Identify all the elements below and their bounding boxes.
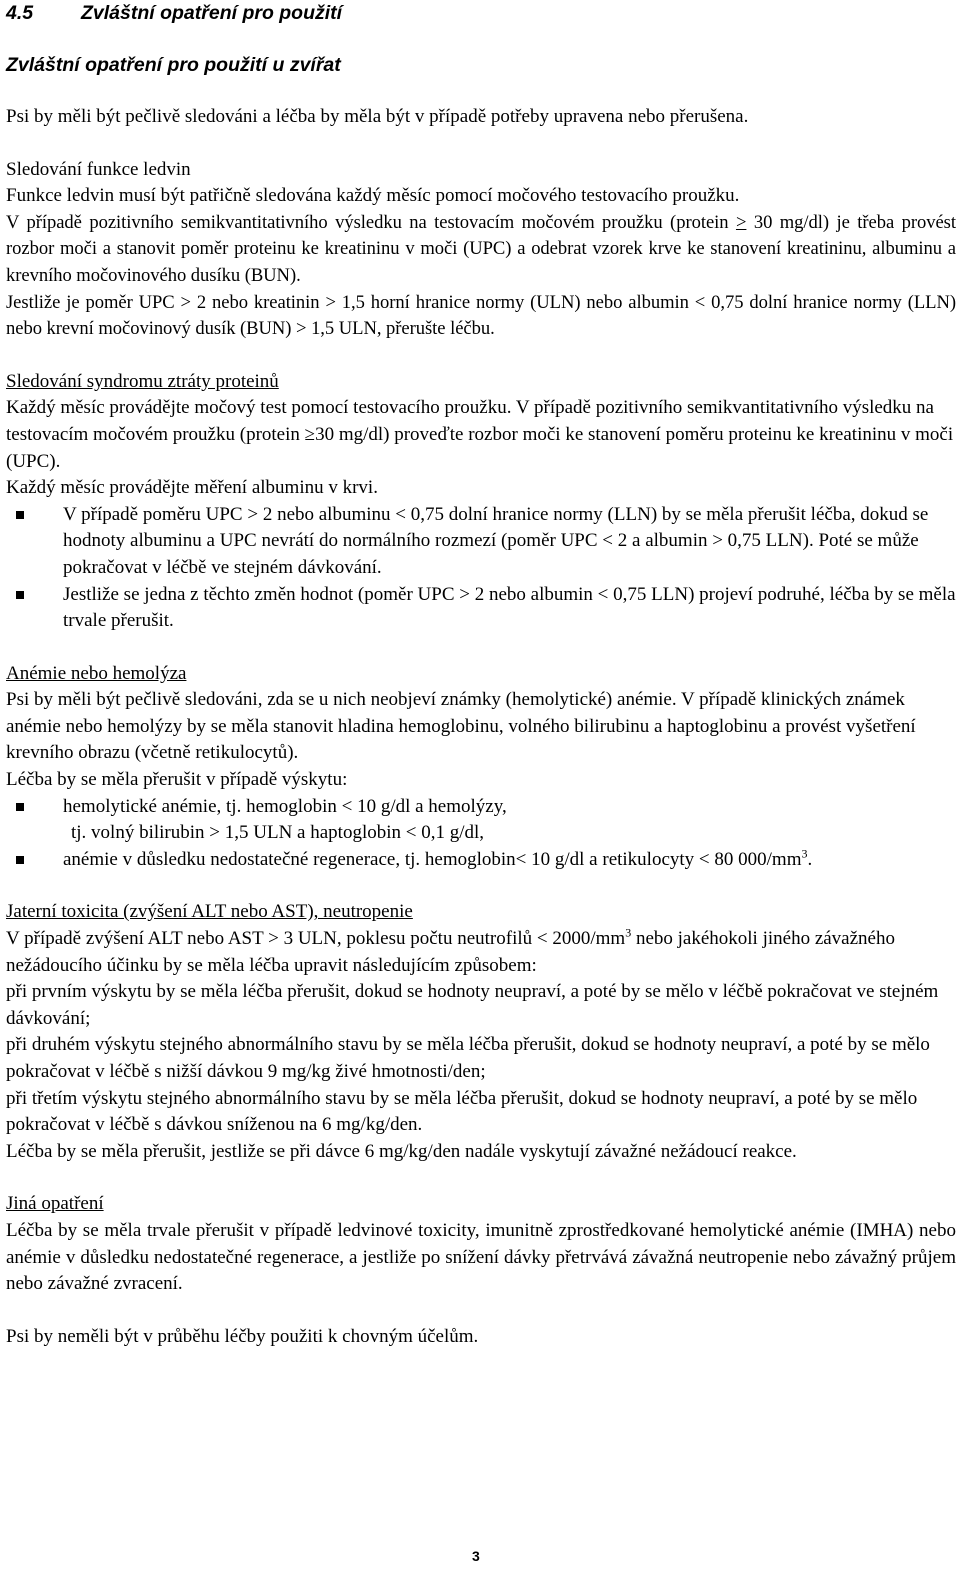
kidney-line-3: 30 mg/dl) je třeba provést rozbor moči a stanovit poměr proteinu ke kreatininu v moči (UPC) a odebrat vzorek krve ke stanovení kreatininu, albuminu a krevního močovinového dusíku (BUN). xyxy=(6,211,956,286)
anemia-text: Psi by měli být pečlivě sledováni, zda se u nich neobjeví známky (hemolytické) anémie. V případě klinických známek anémie nebo hemolýzy by se měla stanovit hladina hemoglobinu, volného bilirubinu a haptoglobinu a provést vyšetření krevního obrazu (včetně retikulocytů). xyxy=(6,689,916,764)
section-subtitle: Zvláštní opatření pro použití u zvířat xyxy=(6,54,341,76)
page-number: 3 xyxy=(472,1548,480,1564)
square-bullet-icon xyxy=(16,511,24,519)
kidney-paragraph xyxy=(6,210,956,290)
liver-text-4: při třetím výskytu stejného abnormálního stavu by se měla léčba přerušit, dokud se hodnoty neupraví, a poté by se mělo pokračovat v léčbě s dávkou sníženou na 6 mg/kg/den. xyxy=(6,1087,918,1136)
liver-text-1a: V případě zvýšení ALT nebo AST > 3 ULN, poklesu počtu neutrofilů < 2000/mm xyxy=(6,928,626,950)
liver-text-1b: nebo jakéhokoli jiného závažného nežádoucího účinku by se měla léčba upravit následujícím způsobem: xyxy=(6,928,895,976)
liver-heading: Jaterní toxicita (zvýšení ALT nebo AST), neutropenie xyxy=(6,901,413,923)
anemia-bullets xyxy=(6,794,956,874)
anemia-heading: Anémie nebo hemolýza xyxy=(6,662,187,684)
bullet-text: Jestliže se jedna z těchto změn hodnot (poměr UPC > 2 nebo albumin < 0,75 LLN) projeví podruhé, léčba by se měla trvale přerušit. xyxy=(63,583,956,632)
anemia-section xyxy=(6,661,956,874)
other-text: Léčba by se měla trvale přerušit v případě ledvinové toxicity, imunitně zprostředkované hemolytické anémie (IMHA) nebo anémie v důsledku nedostatečné regenerace, a jestliže po snížení dávky přetrvává závažná neutropenie nebo závažný průjem nebo závažné zvracení. xyxy=(6,1219,956,1295)
bullet-text: hemolytické anémie, tj. hemoglobin < 10 g/dl a hemolýzy, xyxy=(63,795,507,817)
protein-loss-section xyxy=(6,369,956,635)
bullet-text: V případě poměru UPC > 2 nebo albuminu < 0,75 dolní hranice normy (LLN) by se měla přerušit léčba, dokud se hodnoty albuminu a UPC nevrátí do normálního rozmezí (poměr UPC < 2 a albumin > 0,75 LLN). Poté se může pokračovat v léčbě ve stejném dávkování. xyxy=(63,503,929,578)
liver-text-3: při druhém výskytu stejného abnormálního stavu by se měla léčba přerušit, dokud se hodnoty neupraví, a poté by se mělo pokračovat v léčbě s nižší dávkou 9 mg/kg živé hmotnosti/den; xyxy=(6,1034,930,1082)
intro-paragraph: Psi by měli být pečlivě sledováni a léčba by měla být v případě potřeby upravena nebo přerušena. xyxy=(6,106,749,127)
bullet-text: anémie v důsledku nedostatečné regenerace, tj. hemoglobin< 10 g/dl a retikulocyty < 80 000/mm xyxy=(63,848,802,870)
kidney-heading: Sledování funkce ledvin xyxy=(6,158,191,180)
kidney-line-4: Jestliže je poměr UPC > 2 nebo kreatinin > 1,5 horní hranice normy (ULN) nebo albumin < 0,75 dolní hranice normy (LLN) nebo krevní močovinový dusík (BUN) > 1,5 ULN, přerušte léčbu. xyxy=(6,291,956,340)
ge-symbol: > xyxy=(735,211,747,233)
list-item xyxy=(6,502,956,582)
kidney-section xyxy=(6,157,956,343)
breeding-paragraph: Psi by neměli být v průběhu léčby použiti k chovným účelům. xyxy=(6,1325,479,1347)
superscript: 3 xyxy=(801,846,808,861)
bullet-continuation: tj. volný bilirubin > 1,5 ULN a haptoglobin < 0,1 g/dl, xyxy=(71,822,485,844)
square-bullet-icon xyxy=(16,591,24,599)
protein-loss-text-2: Každý měsíc provádějte měření albuminu v krvi. xyxy=(6,477,378,499)
square-bullet-icon xyxy=(16,803,24,811)
kidney-line-2: V případě pozitivního semikvantitativního výsledku na testovacím močovém proužku (protein xyxy=(6,211,736,233)
liver-text-2: při prvním výskytu by se měla léčba přerušit, dokud se hodnoty neupraví, a poté by se mělo v léčbě pokračovat ve stejném dávkování; xyxy=(6,981,939,1029)
other-section xyxy=(6,1191,956,1297)
document-page xyxy=(6,0,956,1350)
other-heading: Jiná opatření xyxy=(6,1193,104,1215)
list-item xyxy=(6,847,956,874)
anemia-stop-intro: Léčba by se měla přerušit v případě výskytu: xyxy=(6,769,348,791)
bullet-end: . xyxy=(807,848,813,870)
section-heading xyxy=(6,0,956,26)
superscript: 3 xyxy=(625,925,632,940)
liver-text-1 xyxy=(6,926,956,979)
section-number: 4.5 xyxy=(6,2,34,24)
protein-loss-bullets xyxy=(6,502,956,635)
square-bullet-icon xyxy=(16,856,24,864)
liver-section xyxy=(6,899,956,1165)
list-item xyxy=(6,582,956,635)
list-item xyxy=(6,794,956,847)
liver-text-5: Léčba by se měla přerušit, jestliže se při dávce 6 mg/kg/den nadále vyskytují závažné nežádoucí reakce. xyxy=(6,1140,797,1162)
protein-loss-heading: Sledování syndromu ztráty proteinů xyxy=(6,370,279,392)
protein-loss-text-1: Každý měsíc provádějte močový test pomocí testovacího proužku. V případě pozitivního semikvantitativního výsledku na testovacím močovém proužku (protein ≥30 mg/dl) proveďte rozbor moči ke stanovení poměru proteinu ke kreatininu v moči (UPC). xyxy=(6,397,954,472)
kidney-line-1: Funkce ledvin musí být patřičně sledována každý měsíc pomocí močového testovacího proužku. xyxy=(6,185,740,207)
section-title: Zvláštní opatření pro použití xyxy=(81,2,343,24)
